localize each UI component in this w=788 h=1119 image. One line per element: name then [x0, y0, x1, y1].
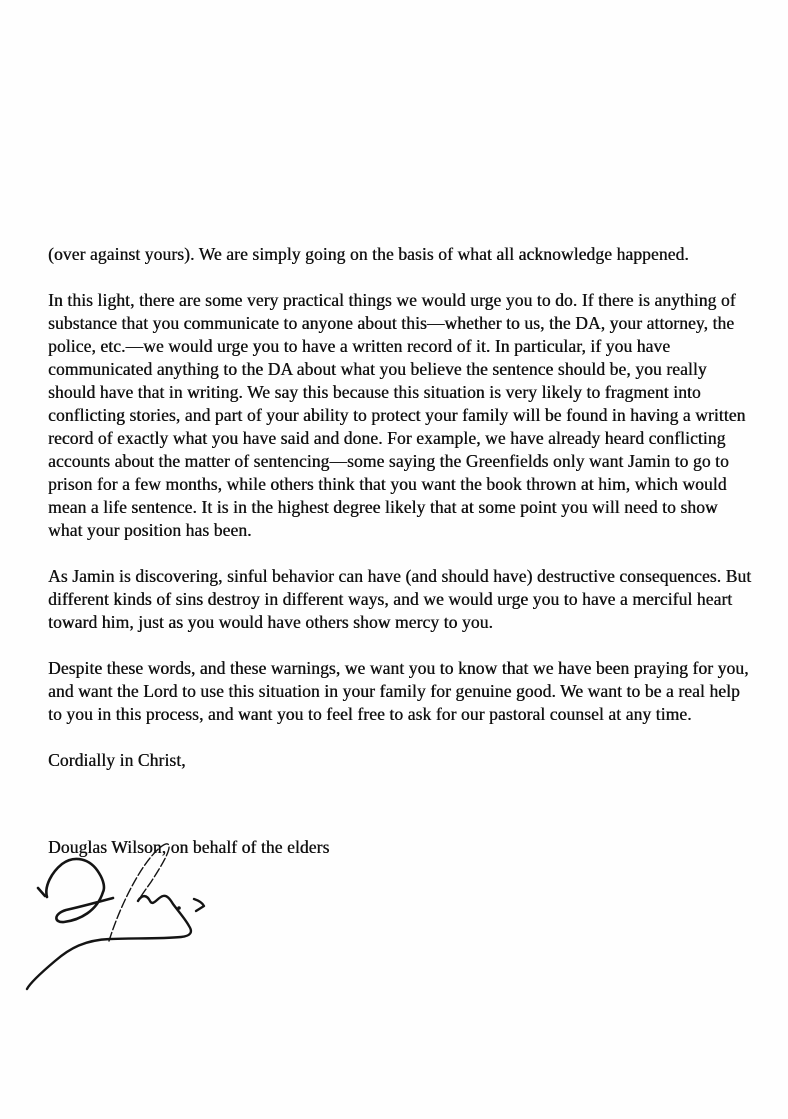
letter-body: [48, 243, 755, 859]
signature-area: [48, 772, 755, 836]
letter-paragraph-3: As Jamin is discovering, sinful behavior can have (and should have) destructive consequences. But different kinds of sins destroy in different ways, and we would urge you to have a merciful heart toward him, just as you would have others show mercy to you.: [48, 566, 752, 632]
letter-paragraph-2: In this light, there are some very practical things we would urge you to do. If there is anything of substance that you communicate to anyone about this—whether to us, the DA, your attorney, the police, etc.—we would urge you to have a written record of it. In particular, if you have communicated anything to the DA about what you believe the sentence should be, you really should have that in writing. We say this because this situation is very likely to fragment into conflicting stories, and part of your ability to protect your family will be found in having a written record of exactly what you have said and done. For example, we have already heard conflicting accounts about the matter of sentencing—some saying the Greenfields only want Jamin to go to prison for a few months, while others think that you want the book thrown at him, which would mean a life sentence. It is in the highest degree likely that at some point you will need to show what your position has been.: [48, 290, 746, 540]
letter-paragraph-1: (over against yours). We are simply going on the basis of what all acknowledge happened.: [48, 244, 689, 264]
letter-closing: Cordially in Christ,: [48, 750, 186, 770]
letter-paragraph-4: Despite these words, and these warnings, we want you to know that we have been praying for you, and want the Lord to use this situation in your family for genuine good. We want to be a real help to you in this process, and want you to feel free to ask for our pastoral counsel at any time.: [48, 658, 749, 724]
signature-name-line: Douglas Wilson, on behalf of the elders: [48, 837, 330, 857]
